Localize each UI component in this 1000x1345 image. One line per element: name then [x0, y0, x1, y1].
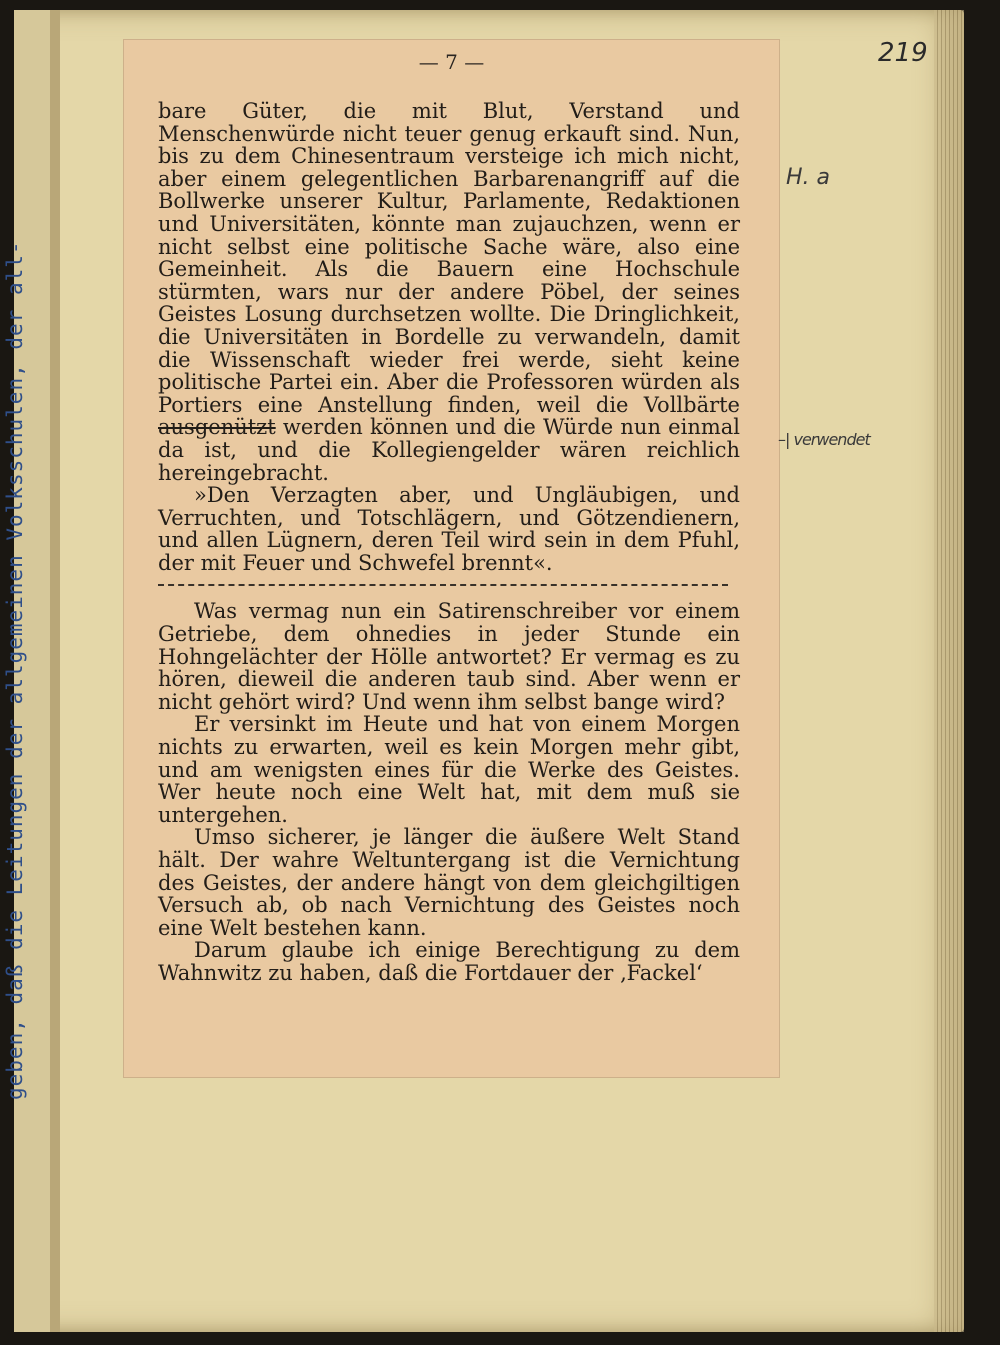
newspaper-clipping — [124, 40, 779, 1077]
paragraph — [158, 100, 740, 484]
rotated-side-text: geben, daß die Leitungen der allgemeinen Volksschulen, der all- — [3, 240, 27, 1100]
struck-word: ausgenützt — [158, 415, 276, 440]
paragraph: Er versinkt im Heute und hat von einem Morgen nichts zu erwarten, weil es kein Morgen mehr gibt, und am wenigsten eines für die Werke des Geistes. Wer heute noch eine Welt hat, mit dem muß sie untergehen. — [158, 712, 740, 827]
paragraph-text: bare Güter, die mit Blut, Verstand und Menschenwürde nicht teuer genug erkauft sind. Nun, bis zu dem Chinesentraum versteige ich mich nicht, aber einem gelegentlichen Barbarenangriff auf die Bollwerke unserer Kultur, Parlamente, Redaktionen und Universitäten, könnte man zujauchzen, wenn er nicht selbst eine politische Sache wäre, also eine Gemeinheit. Als die Bauern eine Hochschule stürmten, wars nur der andere Pöbel, der seines Geistes Losung durchsetzen wollte. Die Dringlichkeit, die Universitäten in Bordelle zu verwandeln, damit die Wissenschaft wieder frei werde, sieht keine politische Partei ein. Aber die Professoren würden als Portiers eine Anstellung finden, weil die Vollbärte — [158, 99, 740, 417]
folio-number: 219 — [878, 38, 928, 68]
paragraph: Darum glaube ich einige Berechtigung zu dem Wahnwitz zu haben, daß die Fortdauer der ‚Fackel‘ — [158, 938, 740, 985]
handwritten-margin-note: –| verwendet — [778, 430, 870, 449]
clipping-body — [158, 100, 740, 985]
quote-paragraph: »Den Verzagten aber, und Ungläubigen, und Verruchten, und Totschlägern, und Götzendienern, und allen Lügnern, deren Teil wird sein in dem Pfuhl, der mit Feuer und Schwefel brennt«. — [158, 483, 740, 575]
handwritten-margin-note: H. a — [786, 165, 831, 190]
paragraph: Was vermag nun ein Satirenschreiber vor einem Getriebe, dem ohnedies in jeder Stunde ein Hohngelächter der Hölle antwortet? Er vermag es zu hören, dieweil die anderen taub sind. Aber wenn er nicht gehört wird? Und wenn ihm selbst bange wird? — [158, 599, 740, 714]
page-edges — [934, 10, 964, 1332]
dashed-divider — [158, 584, 728, 586]
clipping-page-number: — 7 — — [418, 50, 485, 74]
paragraph-text: werden können und die Würde nun einmal da ist, und die Kollegiengelder wären reichlich hereingebracht. — [158, 415, 740, 485]
book-gutter — [50, 10, 60, 1332]
paragraph: Umso sicherer, je länger die äußere Welt Stand hält. Der wahre Weltuntergang ist die Vernichtung des Geistes, der andere hängt von dem gleichgiltigen Versuch ab, ob nach Vernichtung des Geistes noch eine Welt bestehen kann. — [158, 825, 740, 940]
